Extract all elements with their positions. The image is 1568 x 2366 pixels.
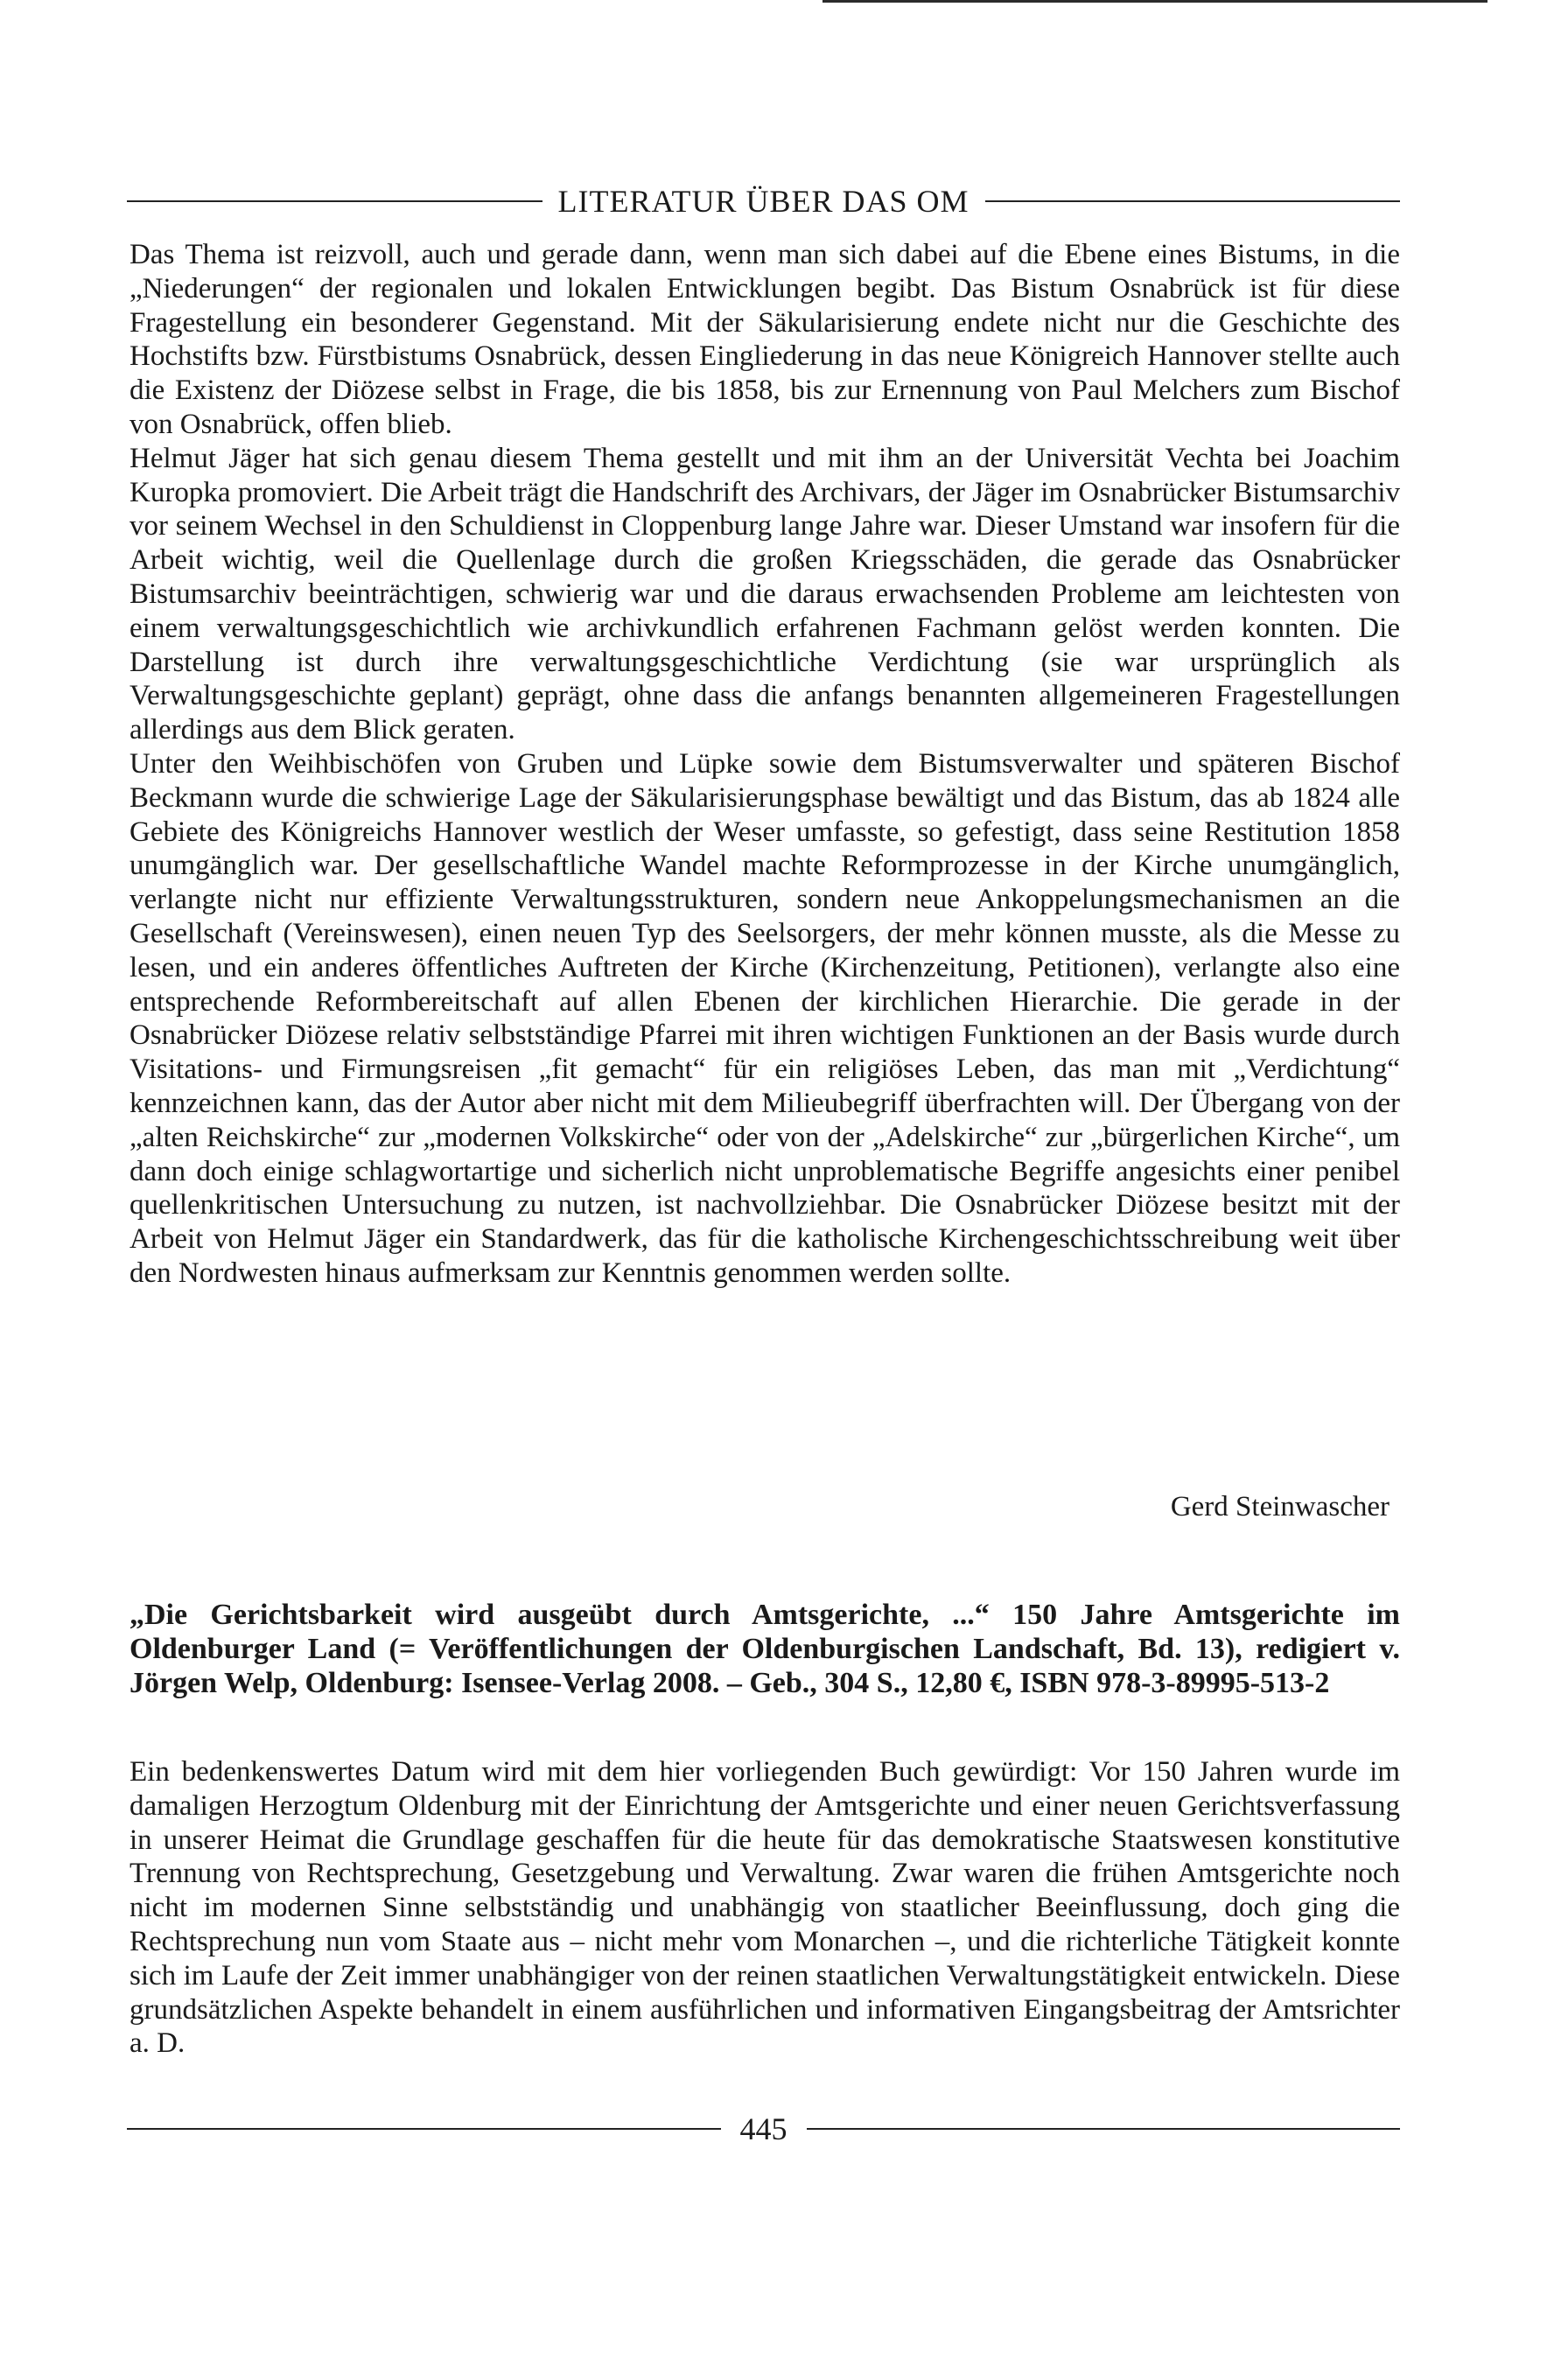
review-2-text [130,1755,1400,2061]
review-1-paragraph: Helmut Jäger hat sich genau diesem Thema gestellt und mit ihm an der Universität Vechta bei Joachim Kuropka promoviert. Die Arbeit trägt die Handschrift des Archivars, der Jäger im Osnabrücker Bistumsarchiv vor seinem Wechsel in den Schuldienst in Cloppenburg lange Jahre war. Dieser Umstand war insofern für die Arbeit wichtig, weil die Quellenlage durch die großen Kriegsschäden, die gerade das Osnabrücker Bistumsarchiv beeinträchtigen, schwierig war und die daraus erwachsenden Probleme am leichtesten von einem verwaltungsgeschichtlich wie archivkundlich erfahrenen Fachmann gelöst werden konnten. Die Darstellung ist durch ihre verwaltungsgeschichtliche Verdichtung (sie war ursprünglich als Verwaltungsgeschichte geplant) geprägt, ohne dass die anfangs benannten allgemeineren Fragestellungen allerdings aus dem Blick geraten. [130,442,1400,746]
review-1-paragraph: Das Thema ist reizvoll, auch und gerade dann, wenn man sich dabei auf die Ebene eines Bistums, in die „Niederungen“ der regionalen und lokalen Entwicklungen begibt. Das Bistum Osnabrück ist für diese Fragestellung ein besonderer Gegenstand. Mit der Säkularisierung endete nicht nur die Geschichte des Hochstifts bzw. Fürstbistums Osnabrück, dessen Eingliederung in das neue Königreich Hannover stellte auch die Existenz der Diözese selbst in Frage, die bis 1858, bis zur Ernennung von Paul Melchers zum Bischof von Osnabrück, offen blieb. [130,239,1400,440]
footer-rule-left [127,2128,721,2130]
running-header [127,175,1400,228]
review-2-paragraph: Ein bedenkenswertes Datum wird mit dem hier vorliegenden Buch gewürdigt: Vor 150 Jahren wurde im damaligen Herzogtum Oldenburg mit der Einrichtung der Amtsgerichte und einer neuen Gerichtsverfassung in unserer Heimat die Grundlage geschaffen für die heute für das demokratische Staatswesen konstitutive Trennung von Rechtsprechung, Gesetzgebung und Verwaltung. Zwar waren die frühen Amtsgerichte noch nicht im modernen Sinne selbstständig und unabhängig von staatlicher Beeinflussung, doch ging die Rechtsprechung nun vom Staate aus – nicht mehr vom Monarchen –, und die richterliche Tätigkeit konnte sich im Laufe der Zeit immer unabhängiger von der reinen staatlichen Verwaltungstätigkeit entwickeln. Diese grundsätzlichen Aspekte behandelt in einem ausführlichen und informativen Eingangsbeitrag der Amtsrichter a. D. [130,1756,1400,2060]
scan-edge-line [822,0,1488,3]
reviewer-signature: Gerd Steinwascher [1170,1491,1390,1522]
review-2-bibliographic-title: „Die Gerichtsbarkeit wird ausgeübt durch Amtsgerichte, ...“ 150 Jahre Amtsgerichte im Oldenburger Land (= Veröffentlichungen der Oldenburgischen Landschaft, Bd. 13), redigiert v. Jörgen Welp, Oldenburg: Isensee-Verlag 2008. – Geb., 304 S., 12,80 €, ISBN 978-3-89995-513-2 [130,1599,1400,1699]
header-rule-left [127,200,542,202]
running-header-title: LITERATUR ÜBER DAS OM [557,184,970,219]
header-rule-right [985,200,1401,202]
footer-rule-right [807,2128,1401,2130]
page-number: 445 [739,2111,788,2146]
review-1-text [130,238,1400,1291]
page-footer [127,2107,1400,2151]
review-1-paragraph: Unter den Weihbischöfen von Gruben und Lüpke sowie dem Bistumsverwalter und späteren Bischof Beckmann wurde die schwierige Lage der Säkularisierungsphase bewältigt und das Bistum, das ab 1824 alle Gebiete des Königreichs Hannover westlich der Weser umfasste, so gefestigt, dass seine Restitution 1858 unumgänglich war. Der gesellschaftliche Wandel machte Reformprozesse in der Kirche unumgänglich, verlangte nicht nur effiziente Verwaltungsstrukturen, sondern neue Ankoppelungsmechanismen an die Gesellschaft (Vereinswesen), einen neuen Typ des Seelsorgers, der mehr können musste, als die Messe zu lesen, und ein anderes öffentliches Auftreten der Kirche (Kirchenzeitung, Petitionen), verlangte also eine entsprechende Reformbereitschaft auf allen Ebenen der kirchlichen Hierarchie. Die gerade in der Osnabrücker Diözese relativ selbstständige Pfarrei mit ihren wichtigen Funktionen an der Basis wurde durch Visitations- und Firmungsreisen „fit gemacht“ für ein religiöses Leben, das man mit „Verdichtung“ kennzeichnen kann, das der Autor aber nicht mit dem Milieubegriff überfrachten will. Der Übergang von der „alten Reichskirche“ zur „modernen Volkskirche“ oder von der „Adelskirche“ zur „bürgerlichen Kirche“, um dann doch einige schlagwortartige und sicherlich nicht unproblematische Begriffe angesichts einer penibel quellenkritischen Untersuchung zu nutzen, ist nachvollziehbar. Die Osnabrücker Diözese besitzt mit der Arbeit von Helmut Jäger ein Standardwerk, das für die katholische Kirchengeschichtsschreibung weit über den Nordwesten hinaus aufmerksam zur Kenntnis genommen werden sollte. [130,747,1400,1289]
